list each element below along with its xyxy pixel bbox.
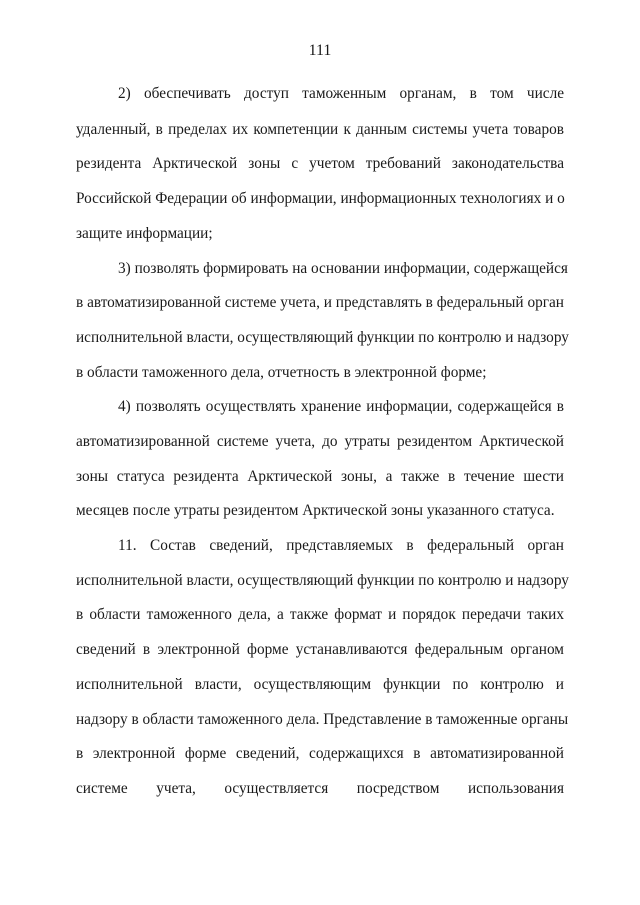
text-line: месяцев после утраты резидентом Арктической зоны указанного статуса. (76, 502, 555, 519)
text-line: в области таможенного дела, отчетность в электронной форме; (76, 364, 487, 381)
text-line: в электронной форме сведений, содержащихся в автоматизированной (76, 745, 564, 762)
text-line: системе учета, осуществляется посредством использования (76, 780, 564, 797)
text-line: Российской Федерации об информации, информационных технологиях и о (76, 190, 565, 207)
text-line: исполнительной власти, осуществляющий функции по контролю и надзору (76, 572, 569, 589)
text-line: исполнительной власти, осуществляющий функции по контролю и надзору (76, 329, 569, 346)
page-number: 111 (308, 42, 332, 59)
text-line: автоматизированной системе учета, до утраты резидентом Арктической (76, 433, 564, 450)
text-line: 2) обеспечивать доступ таможенным органам, в том числе (118, 85, 564, 102)
text-line: 3) позволять формировать на основании информации, содержащейся (118, 260, 568, 277)
text-line: в автоматизированной системе учета, и представлять в федеральный орган (76, 294, 564, 311)
text-line: сведений в электронной форме устанавливаются федеральным органом (76, 641, 564, 658)
text-line: в области таможенного дела, а также формат и порядок передачи таких (76, 606, 564, 623)
text-line: зоны статуса резидента Арктической зоны, а также в течение шести (76, 468, 564, 485)
text-line: 4) позволять осуществлять хранение информации, содержащейся в (118, 398, 564, 415)
text-line: удаленный, в пределах их компетенции к данным системы учета товаров (76, 121, 564, 138)
text-line: резидента Арктической зоны с учетом требований законодательства (76, 155, 564, 172)
text-line: исполнительной власти, осуществляющим функции по контролю и (76, 676, 564, 693)
text-line: 11. Состав сведений, представляемых в федеральный орган (118, 537, 564, 554)
text-line: надзору в области таможенного дела. Представление в таможенные органы (76, 711, 569, 728)
text-line: защите информации; (76, 225, 213, 242)
